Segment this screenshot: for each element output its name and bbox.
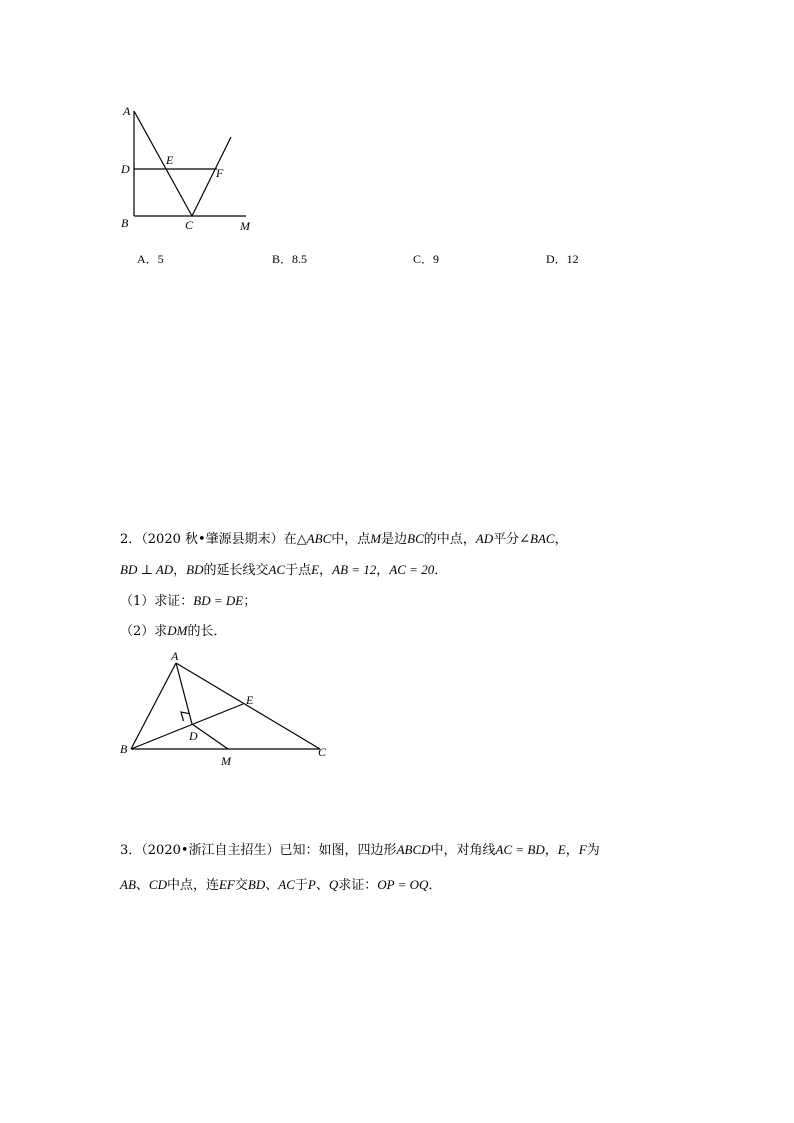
p3-text: ，	[544, 843, 558, 858]
label-D: D	[189, 729, 198, 743]
p2-text: 的延长线交	[203, 563, 269, 578]
segment-BE	[131, 704, 243, 749]
segment-AC	[134, 111, 192, 216]
problem2-number: 2．	[120, 532, 142, 547]
p2-var-BD: BD	[186, 562, 204, 577]
p2-eq-ab: AB = 12	[332, 562, 377, 577]
p3-var-Q: Q	[328, 877, 339, 892]
problem2-q2	[120, 623, 227, 640]
q2-var: DM	[167, 623, 188, 638]
p2-var-M: M	[370, 531, 382, 546]
p3-var-AC: AC	[278, 877, 295, 892]
label-C: C	[185, 218, 194, 232]
option-d-value: 12	[566, 252, 579, 266]
p2-text: ，	[173, 563, 187, 578]
option-b-value: 8.5	[292, 252, 308, 266]
option-a-value: 5	[157, 252, 164, 266]
p2-text: ，	[376, 563, 390, 578]
p3-text: ．	[428, 878, 442, 893]
p2-text: 平分	[493, 532, 520, 547]
figure-problem2	[110, 645, 340, 770]
figure-problem1	[110, 100, 270, 240]
p2-eq-ac: AC = 20	[389, 562, 435, 577]
p2-var-AC: AC	[268, 562, 286, 577]
p3-var-CD: CD	[148, 877, 167, 892]
q2-suffix: 的长．	[187, 624, 227, 639]
p3-text: ，	[565, 843, 579, 858]
p2-text: 是边	[381, 532, 408, 547]
p2-var-AD: AD	[475, 531, 494, 546]
p2-text: 的中点，	[423, 532, 476, 547]
p3-text: 为	[586, 843, 600, 858]
p2-triangle: △ABC	[296, 531, 332, 546]
p2-text: 于点	[285, 563, 312, 578]
problem2-q1	[120, 593, 256, 610]
p2-text: ．	[434, 563, 448, 578]
option-c	[413, 250, 439, 267]
option-c-value: 9	[433, 252, 440, 266]
p3-text: 于	[294, 878, 308, 893]
q2-prefix: （2）求	[120, 624, 168, 639]
p3-var-E: E	[557, 842, 566, 857]
q1-prefix: （1）求证：	[120, 594, 194, 609]
p3-var-F: F	[578, 842, 587, 857]
label-E: E	[246, 693, 254, 707]
label-M: M	[240, 219, 250, 233]
p3-var-ABCD: ABCD	[396, 842, 431, 857]
problem2-line2	[120, 562, 447, 579]
label-B: B	[121, 216, 129, 230]
problem3-number: 3．	[120, 843, 142, 858]
p3-text: 中点，连	[166, 878, 219, 893]
problem2-source: （2020 秋•肇源县期末）	[141, 532, 284, 547]
p3-text: 求证：	[338, 878, 378, 893]
label-A: A	[171, 649, 179, 663]
option-a-letter: A．	[137, 252, 158, 266]
option-d-letter: D．	[546, 252, 567, 266]
p2-text: 中，点	[331, 532, 371, 547]
label-E: E	[166, 153, 174, 167]
label-C: C	[318, 745, 327, 759]
segment-C-ray	[192, 137, 231, 216]
label-D: D	[121, 162, 130, 176]
p2-angle: ∠BAC	[519, 531, 555, 546]
p3-var-P: P	[307, 877, 316, 892]
right-angle-mark	[181, 712, 189, 721]
p3-var-BD: BD	[247, 877, 266, 892]
problem3-line2	[120, 877, 441, 894]
p2-perp: BD ⊥ AD	[120, 562, 174, 577]
problem3-source: （2020•浙江自主招生）	[141, 843, 280, 858]
p2-text: ，	[554, 532, 568, 547]
p2-text: ，	[319, 563, 333, 578]
q1-eq: BD = DE	[193, 593, 244, 608]
option-a	[137, 250, 164, 267]
p3-text: 、	[315, 878, 329, 893]
label-A: A	[123, 104, 131, 118]
label-F: F	[216, 166, 224, 180]
p2-var-E: E	[311, 562, 320, 577]
p3-text: 交	[234, 878, 248, 893]
label-M: M	[221, 754, 231, 768]
problem2-line1	[120, 531, 568, 548]
p3-text: 已知：如图，四边形	[279, 843, 397, 858]
q1-suffix: ；	[243, 594, 257, 609]
p3-eq2: OP = OQ	[377, 877, 429, 892]
option-d	[546, 250, 579, 267]
p3-var-EF: EF	[218, 877, 235, 892]
label-B: B	[120, 742, 128, 756]
segment-AD	[176, 663, 192, 724]
option-b-letter: B．	[272, 252, 293, 266]
p3-text: 、	[135, 878, 149, 893]
segment-AB	[131, 663, 176, 749]
option-c-letter: C．	[413, 252, 434, 266]
p2-text: 在	[283, 532, 297, 547]
p3-var-AB: AB	[120, 877, 136, 892]
p3-text: 中，对角线	[430, 843, 496, 858]
p3-text: 、	[265, 878, 279, 893]
p3-eq: AC = BD	[495, 842, 545, 857]
option-b	[272, 250, 307, 267]
p2-var-BC: BC	[407, 531, 424, 546]
problem3-line1	[120, 842, 600, 859]
